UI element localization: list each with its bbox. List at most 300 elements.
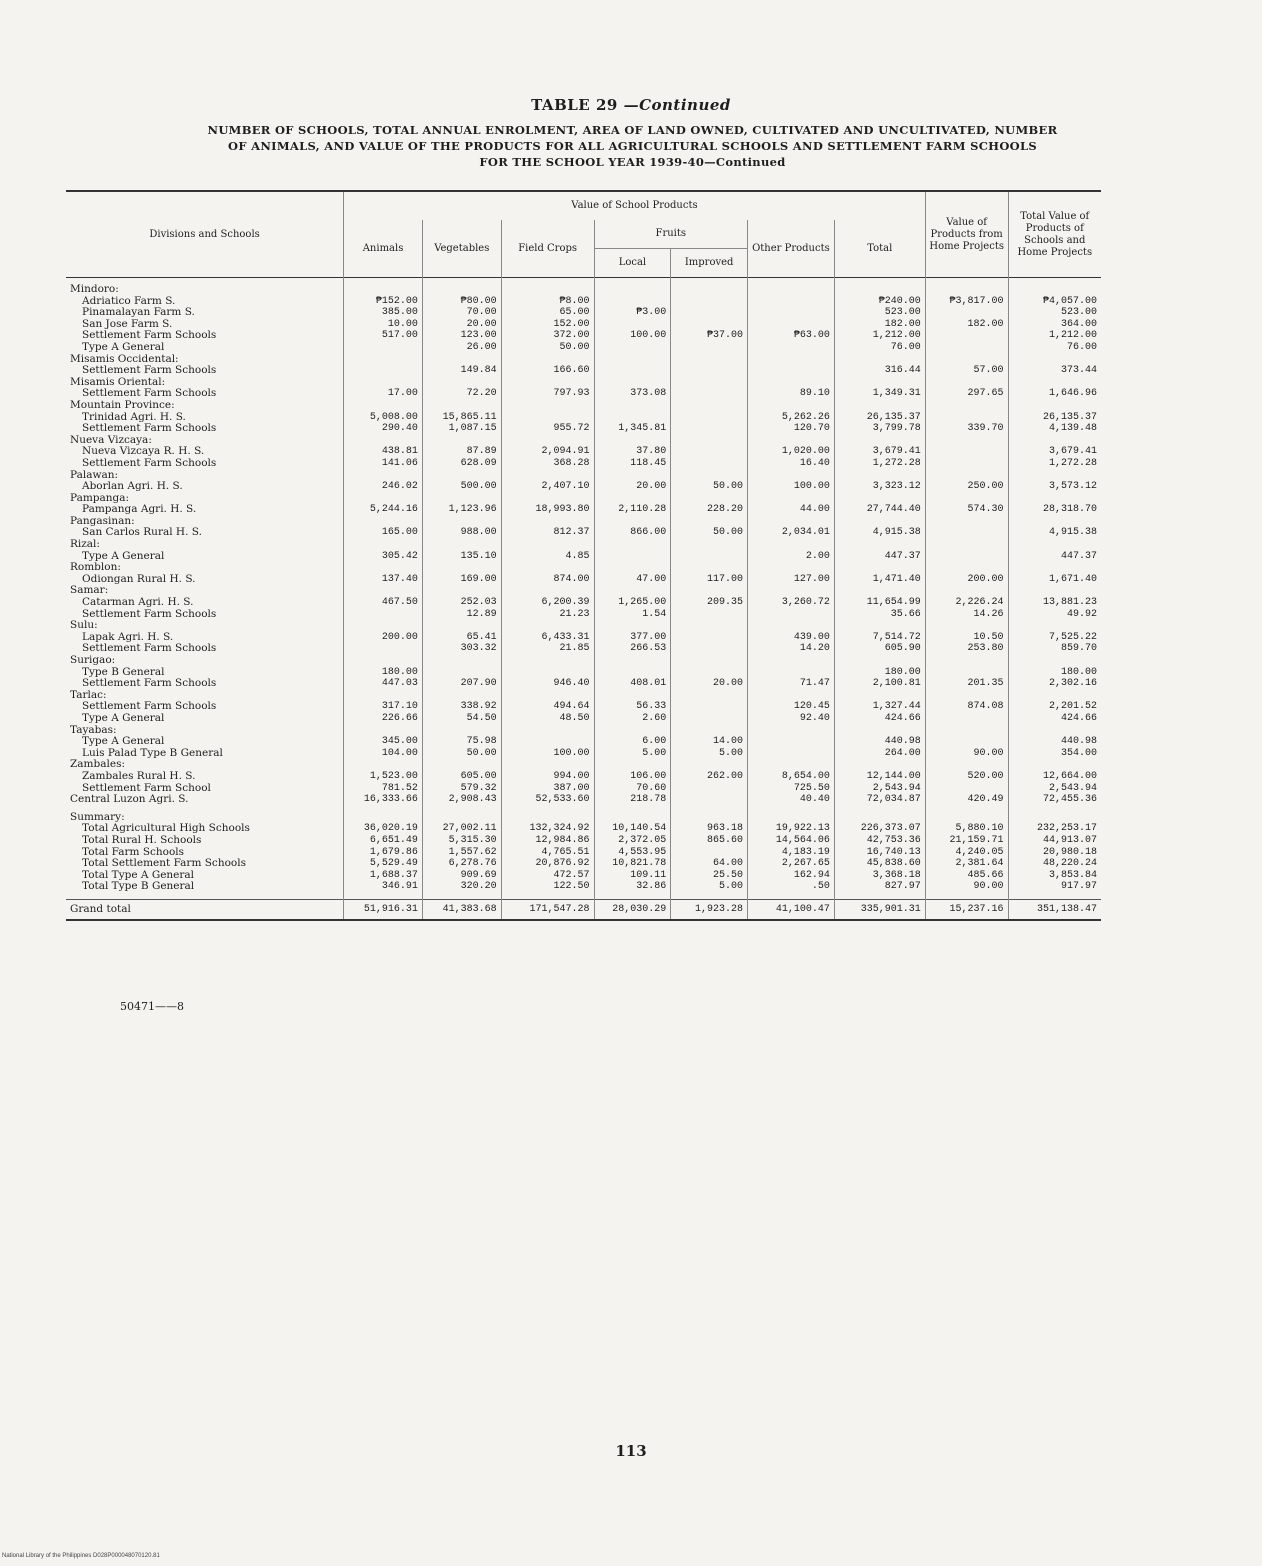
table-row <box>66 319 1101 331</box>
value-cell <box>748 812 835 824</box>
table-row <box>66 504 1101 516</box>
value-cell <box>594 516 671 528</box>
value-cell: 65.00 <box>501 307 594 319</box>
table-subtitle: NUMBER OF SCHOOLS, TOTAL ANNUAL ENROLMENT, AREA OF LAND OWNED, CULTIVATED AND UNCULTIVATED, NUMBER OF ANIMALS, AND VALUE OF THE PRODUCTS FOR ALL AGRICULTURAL SCHOOLS AND SETTLEMENT FARM SCHOOLS FOR THE SCHOOL YEAR 1939-40—Continued <box>207 123 1058 169</box>
value-cell: 1,671.40 <box>1008 574 1101 586</box>
value-cell: 8,654.00 <box>748 771 835 783</box>
value-cell <box>344 516 423 528</box>
value-cell: 517.00 <box>344 330 423 342</box>
value-cell: 5,244.16 <box>344 504 423 516</box>
value-cell <box>1008 470 1101 482</box>
value-cell: 859.70 <box>1008 643 1101 655</box>
value-cell <box>671 655 748 667</box>
value-cell <box>748 620 835 632</box>
value-cell: 27,744.40 <box>834 504 925 516</box>
value-cell: ₱4,057.00 <box>1008 296 1101 308</box>
division-row <box>66 655 1101 667</box>
value-cell <box>594 319 671 331</box>
value-cell <box>925 736 1008 748</box>
value-cell: 165.00 <box>344 527 423 539</box>
header-value-group: Value of School Products <box>344 191 926 220</box>
value-cell <box>925 516 1008 528</box>
page-number: 113 <box>615 1442 647 1460</box>
value-cell: 2,543.94 <box>1008 783 1101 795</box>
value-cell: 70.00 <box>422 307 501 319</box>
value-cell <box>594 435 671 447</box>
value-cell: 35.66 <box>834 609 925 621</box>
value-cell: 50.00 <box>422 748 501 760</box>
value-cell: 52,533.60 <box>501 794 594 806</box>
value-cell: 20,876.92 <box>501 858 594 870</box>
value-cell: 5,880.10 <box>925 823 1008 835</box>
value-cell: 1,272.28 <box>834 458 925 470</box>
division-name: Surigao: <box>70 654 116 666</box>
value-cell: 440.98 <box>834 736 925 748</box>
value-cell <box>594 667 671 679</box>
value-cell: 447.37 <box>1008 551 1101 563</box>
value-cell: 49.92 <box>1008 609 1101 621</box>
value-cell: 5,529.49 <box>344 858 423 870</box>
value-cell <box>1008 539 1101 551</box>
value-cell <box>748 759 835 771</box>
school-name: Settlement Farm School <box>82 781 211 794</box>
value-cell <box>1008 354 1101 366</box>
value-cell: 6,200.39 <box>501 597 594 609</box>
value-cell <box>748 516 835 528</box>
school-name: Odiongan Rural H. S. <box>82 572 196 585</box>
value-cell: ₱37.00 <box>671 330 748 342</box>
table-row <box>66 667 1101 679</box>
value-cell: 1,646.96 <box>1008 388 1101 400</box>
value-cell: 408.01 <box>594 678 671 690</box>
school-name: Settlement Farm Schools <box>82 456 217 469</box>
value-cell <box>834 562 925 574</box>
value-cell <box>925 527 1008 539</box>
school-name: San Jose Farm S. <box>82 317 173 330</box>
school-name: Settlement Farm Schools <box>82 607 217 620</box>
value-cell <box>501 725 594 737</box>
value-cell: 6,651.49 <box>344 835 423 847</box>
division-row <box>66 435 1101 447</box>
school-name: Total Farm Schools <box>82 845 185 858</box>
value-cell: 20.00 <box>671 678 748 690</box>
value-cell <box>748 319 835 331</box>
value-cell <box>1008 759 1101 771</box>
table-row <box>66 412 1101 424</box>
value-cell: 266.53 <box>594 643 671 655</box>
value-cell <box>671 354 748 366</box>
value-cell <box>344 812 423 824</box>
value-cell <box>422 354 501 366</box>
school-name: Grand total <box>66 899 344 920</box>
value-cell: 92.40 <box>748 713 835 725</box>
value-cell: 118.45 <box>594 458 671 470</box>
table-row <box>66 643 1101 655</box>
value-cell <box>594 296 671 308</box>
value-cell: 40.40 <box>748 794 835 806</box>
value-cell <box>422 539 501 551</box>
value-cell <box>594 365 671 377</box>
value-cell <box>344 493 423 505</box>
value-cell: 316.44 <box>834 365 925 377</box>
value-cell: 16,740.13 <box>834 847 925 859</box>
value-cell <box>834 493 925 505</box>
value-cell: 12.89 <box>422 609 501 621</box>
value-cell: 200.00 <box>925 574 1008 586</box>
value-cell: 44,913.07 <box>1008 835 1101 847</box>
value-cell: 994.00 <box>501 771 594 783</box>
value-cell: 42,753.36 <box>834 835 925 847</box>
value-cell: 16,333.66 <box>344 794 423 806</box>
value-cell: 373.08 <box>594 388 671 400</box>
value-cell: 18,993.80 <box>501 504 594 516</box>
value-cell: 50.00 <box>671 527 748 539</box>
school-name: San Carlos Rural H. S. <box>82 526 202 539</box>
value-cell <box>422 690 501 702</box>
value-cell <box>925 330 1008 342</box>
value-cell: 1.54 <box>594 609 671 621</box>
value-cell: 47.00 <box>594 574 671 586</box>
header-home-projects: Value of Products from Home Projects <box>925 191 1008 278</box>
value-cell <box>671 470 748 482</box>
value-cell: 2,543.94 <box>834 783 925 795</box>
value-cell: 169.00 <box>422 574 501 586</box>
value-cell: 574.30 <box>925 504 1008 516</box>
value-cell: 3,679.41 <box>834 446 925 458</box>
table-row <box>66 342 1101 354</box>
value-cell: 166.60 <box>501 365 594 377</box>
value-cell: 320.20 <box>422 881 501 893</box>
table-row <box>66 748 1101 760</box>
value-cell: 106.00 <box>594 771 671 783</box>
header-animals: Animals <box>344 220 423 278</box>
value-cell <box>344 470 423 482</box>
value-cell <box>748 585 835 597</box>
school-name: Type A General <box>82 340 165 353</box>
value-cell <box>594 377 671 389</box>
value-cell: 372.00 <box>501 330 594 342</box>
value-cell <box>834 539 925 551</box>
table-row <box>66 446 1101 458</box>
value-cell: 54.50 <box>422 713 501 725</box>
value-cell <box>1008 812 1101 824</box>
value-cell: 447.03 <box>344 678 423 690</box>
value-cell: 182.00 <box>925 319 1008 331</box>
value-cell: 100.00 <box>594 330 671 342</box>
value-cell: 424.66 <box>1008 713 1101 725</box>
value-cell <box>422 725 501 737</box>
value-cell: 10.50 <box>925 632 1008 644</box>
value-cell <box>422 400 501 412</box>
value-cell <box>501 585 594 597</box>
value-cell: 1,523.00 <box>344 771 423 783</box>
value-cell <box>748 284 835 296</box>
value-cell: 226.66 <box>344 713 423 725</box>
value-cell: 338.92 <box>422 701 501 713</box>
value-cell <box>748 736 835 748</box>
value-cell: 2.00 <box>748 551 835 563</box>
value-cell: 72,034.87 <box>834 794 925 806</box>
value-cell: 781.52 <box>344 783 423 795</box>
value-cell: ₱80.00 <box>422 296 501 308</box>
value-cell <box>594 585 671 597</box>
school-name: Trinidad Agri. H. S. <box>82 410 186 423</box>
value-cell <box>501 493 594 505</box>
table-body <box>66 278 1101 921</box>
value-cell <box>344 284 423 296</box>
division-row <box>66 470 1101 482</box>
division-name: Palawan: <box>70 468 119 481</box>
value-cell: 182.00 <box>834 319 925 331</box>
value-cell <box>748 470 835 482</box>
value-cell: 120.45 <box>748 701 835 713</box>
value-cell <box>344 690 423 702</box>
value-cell <box>501 690 594 702</box>
value-cell <box>344 585 423 597</box>
value-cell <box>344 643 423 655</box>
value-cell: 50.00 <box>501 342 594 354</box>
value-cell: 523.00 <box>1008 307 1101 319</box>
value-cell <box>748 539 835 551</box>
value-cell <box>925 812 1008 824</box>
value-cell: 2,381.64 <box>925 858 1008 870</box>
value-cell: 447.37 <box>834 551 925 563</box>
value-cell <box>925 493 1008 505</box>
header-total: Total <box>834 220 925 278</box>
value-cell <box>344 354 423 366</box>
value-cell: 368.28 <box>501 458 594 470</box>
value-cell <box>748 748 835 760</box>
value-cell: 1,557.62 <box>422 847 501 859</box>
school-name: Settlement Farm Schools <box>82 677 217 690</box>
value-cell <box>925 725 1008 737</box>
value-cell: 3,368.18 <box>834 870 925 882</box>
value-cell: 3,799.78 <box>834 423 925 435</box>
value-cell: 48,220.24 <box>1008 858 1101 870</box>
value-cell <box>925 783 1008 795</box>
division-row <box>66 725 1101 737</box>
table-row <box>66 296 1101 308</box>
value-cell <box>422 812 501 824</box>
value-cell: 1,123.96 <box>422 504 501 516</box>
school-name: Type A General <box>82 711 165 724</box>
value-cell: 21.23 <box>501 609 594 621</box>
value-cell: 909.69 <box>422 870 501 882</box>
value-cell: 5.00 <box>671 748 748 760</box>
value-cell <box>925 400 1008 412</box>
value-cell: 17.00 <box>344 388 423 400</box>
value-cell: 4,915.38 <box>834 527 925 539</box>
division-row <box>66 539 1101 551</box>
value-cell <box>925 435 1008 447</box>
value-cell: 6.00 <box>594 736 671 748</box>
value-cell: 424.66 <box>834 713 925 725</box>
value-cell: 44.00 <box>748 504 835 516</box>
value-cell: 4,183.19 <box>748 847 835 859</box>
value-cell <box>671 759 748 771</box>
value-cell: 75.98 <box>422 736 501 748</box>
value-cell <box>344 562 423 574</box>
school-name: Catarman Agri. H. S. <box>82 596 194 609</box>
value-cell: 20.00 <box>422 319 501 331</box>
school-name: Total Type B General <box>82 880 195 893</box>
value-cell <box>1008 435 1101 447</box>
value-cell <box>834 812 925 824</box>
value-cell <box>1008 377 1101 389</box>
value-cell <box>501 435 594 447</box>
value-cell <box>925 713 1008 725</box>
value-cell <box>671 539 748 551</box>
division-name: Romblon: <box>70 561 121 574</box>
table-row <box>66 527 1101 539</box>
value-cell <box>594 539 671 551</box>
table-row <box>66 870 1101 882</box>
value-cell: ₱152.00 <box>344 296 423 308</box>
value-cell <box>748 435 835 447</box>
table-row <box>66 835 1101 847</box>
value-cell: 351,138.47 <box>1008 899 1101 920</box>
value-cell <box>671 551 748 563</box>
value-cell: 7,525.22 <box>1008 632 1101 644</box>
table-row <box>66 330 1101 342</box>
table-row <box>66 481 1101 493</box>
value-cell: 162.94 <box>748 870 835 882</box>
value-cell: 1,272.28 <box>1008 458 1101 470</box>
value-cell: 26,135.37 <box>1008 412 1101 424</box>
table-row <box>66 783 1101 795</box>
value-cell <box>344 435 423 447</box>
value-cell: 6,278.76 <box>422 858 501 870</box>
value-cell: 127.00 <box>748 574 835 586</box>
value-cell: 152.00 <box>501 319 594 331</box>
value-cell <box>1008 655 1101 667</box>
value-cell: 28,030.29 <box>594 899 671 920</box>
footer-code: 50471——8 <box>120 1000 184 1013</box>
value-cell: 20.00 <box>594 481 671 493</box>
header-other-products: Other Products <box>748 220 835 278</box>
value-cell: 12,144.00 <box>834 771 925 783</box>
value-cell: ₱3.00 <box>594 307 671 319</box>
school-name: Total Type A General <box>82 868 195 881</box>
value-cell <box>671 690 748 702</box>
header-total-value: Total Value of Products of Schools and Home Projects <box>1008 191 1101 278</box>
value-cell: 1,679.86 <box>344 847 423 859</box>
division-row <box>66 493 1101 505</box>
division-row <box>66 690 1101 702</box>
school-name: Type A General <box>82 735 165 748</box>
division-row <box>66 759 1101 771</box>
header-fruits: Fruits <box>594 220 747 249</box>
value-cell <box>422 470 501 482</box>
value-cell: 14.20 <box>748 643 835 655</box>
value-cell <box>422 516 501 528</box>
value-cell: 200.00 <box>344 632 423 644</box>
value-cell <box>925 690 1008 702</box>
value-cell <box>748 609 835 621</box>
value-cell: 132,324.92 <box>501 823 594 835</box>
value-cell: 7,514.72 <box>834 632 925 644</box>
value-cell: 4,915.38 <box>1008 527 1101 539</box>
grand-total-row <box>66 899 1101 920</box>
value-cell <box>344 400 423 412</box>
value-cell <box>501 284 594 296</box>
value-cell: 439.00 <box>748 632 835 644</box>
value-cell <box>671 388 748 400</box>
value-cell: 180.00 <box>344 667 423 679</box>
value-cell: 14,564.06 <box>748 835 835 847</box>
value-cell: 252.03 <box>422 597 501 609</box>
value-cell: 4,139.48 <box>1008 423 1101 435</box>
division-name: Rizal: <box>70 538 100 551</box>
value-cell <box>925 585 1008 597</box>
value-cell <box>671 713 748 725</box>
value-cell: 988.00 <box>422 527 501 539</box>
value-cell <box>671 412 748 424</box>
value-cell <box>671 667 748 679</box>
value-cell: 264.00 <box>834 748 925 760</box>
value-cell: 472.57 <box>501 870 594 882</box>
value-cell <box>344 725 423 737</box>
value-cell <box>1008 725 1101 737</box>
value-cell: 500.00 <box>422 481 501 493</box>
value-cell <box>748 667 835 679</box>
value-cell <box>671 643 748 655</box>
division-name: Pampanga: <box>70 491 130 504</box>
value-cell <box>671 794 748 806</box>
value-cell <box>344 539 423 551</box>
value-cell: 874.08 <box>925 701 1008 713</box>
value-cell <box>344 342 423 354</box>
value-cell: 21,159.71 <box>925 835 1008 847</box>
value-cell: 64.00 <box>671 858 748 870</box>
value-cell <box>834 585 925 597</box>
value-cell: 364.00 <box>1008 319 1101 331</box>
value-cell: 149.84 <box>422 365 501 377</box>
division-row <box>66 585 1101 597</box>
value-cell: 387.00 <box>501 783 594 795</box>
value-cell: 303.32 <box>422 643 501 655</box>
value-cell <box>748 307 835 319</box>
value-cell: 117.00 <box>671 574 748 586</box>
value-cell <box>344 620 423 632</box>
value-cell <box>1008 585 1101 597</box>
value-cell: 377.00 <box>594 632 671 644</box>
value-cell: 5,008.00 <box>344 412 423 424</box>
value-cell: 20,980.18 <box>1008 847 1101 859</box>
value-cell: 25.50 <box>671 870 748 882</box>
value-cell: 520.00 <box>925 771 1008 783</box>
value-cell <box>748 655 835 667</box>
value-cell: 12,984.86 <box>501 835 594 847</box>
value-cell <box>501 470 594 482</box>
value-cell: 135.10 <box>422 551 501 563</box>
value-cell: 45,838.60 <box>834 858 925 870</box>
value-cell: 2,226.24 <box>925 597 1008 609</box>
value-cell <box>671 307 748 319</box>
value-cell: 76.00 <box>1008 342 1101 354</box>
value-cell <box>344 609 423 621</box>
value-cell: 120.70 <box>748 423 835 435</box>
value-cell: 5,315.30 <box>422 835 501 847</box>
value-cell <box>671 435 748 447</box>
value-cell <box>501 354 594 366</box>
table-row <box>66 609 1101 621</box>
value-cell: 1,265.00 <box>594 597 671 609</box>
value-cell: 1,688.37 <box>344 870 423 882</box>
value-cell: 232,253.17 <box>1008 823 1101 835</box>
value-cell: 141.06 <box>344 458 423 470</box>
value-cell: 109.11 <box>594 870 671 882</box>
